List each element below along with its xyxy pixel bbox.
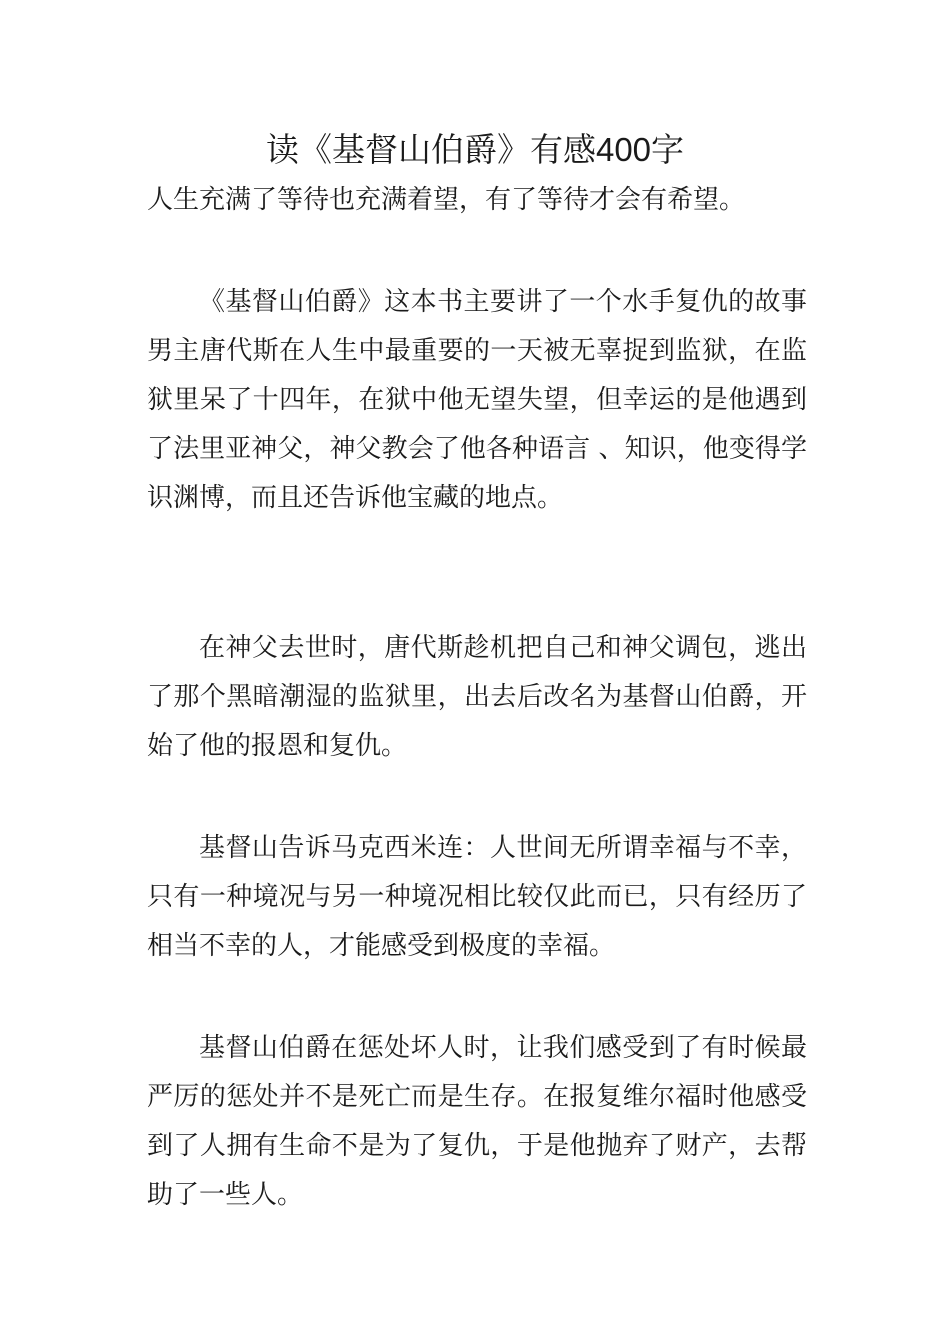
paragraph-escape: 在神父去世时，唐代斯趁机把自己和神父调包，逃出了那个黑暗潮湿的监狱里，出去后改名为基督山伯爵，开始了他的报恩和复仇。 (147, 633, 807, 761)
paragraph-summary: 《基督山伯爵》这本书主要讲了一个水手复仇的故事男主唐代斯在人生中最重要的一天被无辜捉到监狱，在监狱里呆了十四年，在狱中他无望失望，但幸运的是他遇到了法里亚神父，神父教会了他各种语言 、知识，他变得学识渊博，而且还告诉他宝藏的地点。 (147, 287, 807, 513)
paragraph-reflection: 基督山伯爵在惩处坏人时，让我们感受到了有时候最严厉的惩处并不是死亡而是生存。在报复维尔福时他感受到了人拥有生命不是为了复仇，于是他抛弃了财产，去帮助了一些人。 (147, 1033, 807, 1210)
paragraph-intro: 人生充满了等待也充满着望，有了等待才会有希望。 (147, 185, 746, 215)
paragraph-quote: 基督山告诉马克西米连：人世间无所谓幸福与不幸，只有一种境况与另一种境况相比较仅此而已，只有经历了相当不幸的人，才能感受到极度的幸福。 (147, 833, 807, 961)
document-title: 读《基督山伯爵》有感400字 (265, 131, 685, 168)
